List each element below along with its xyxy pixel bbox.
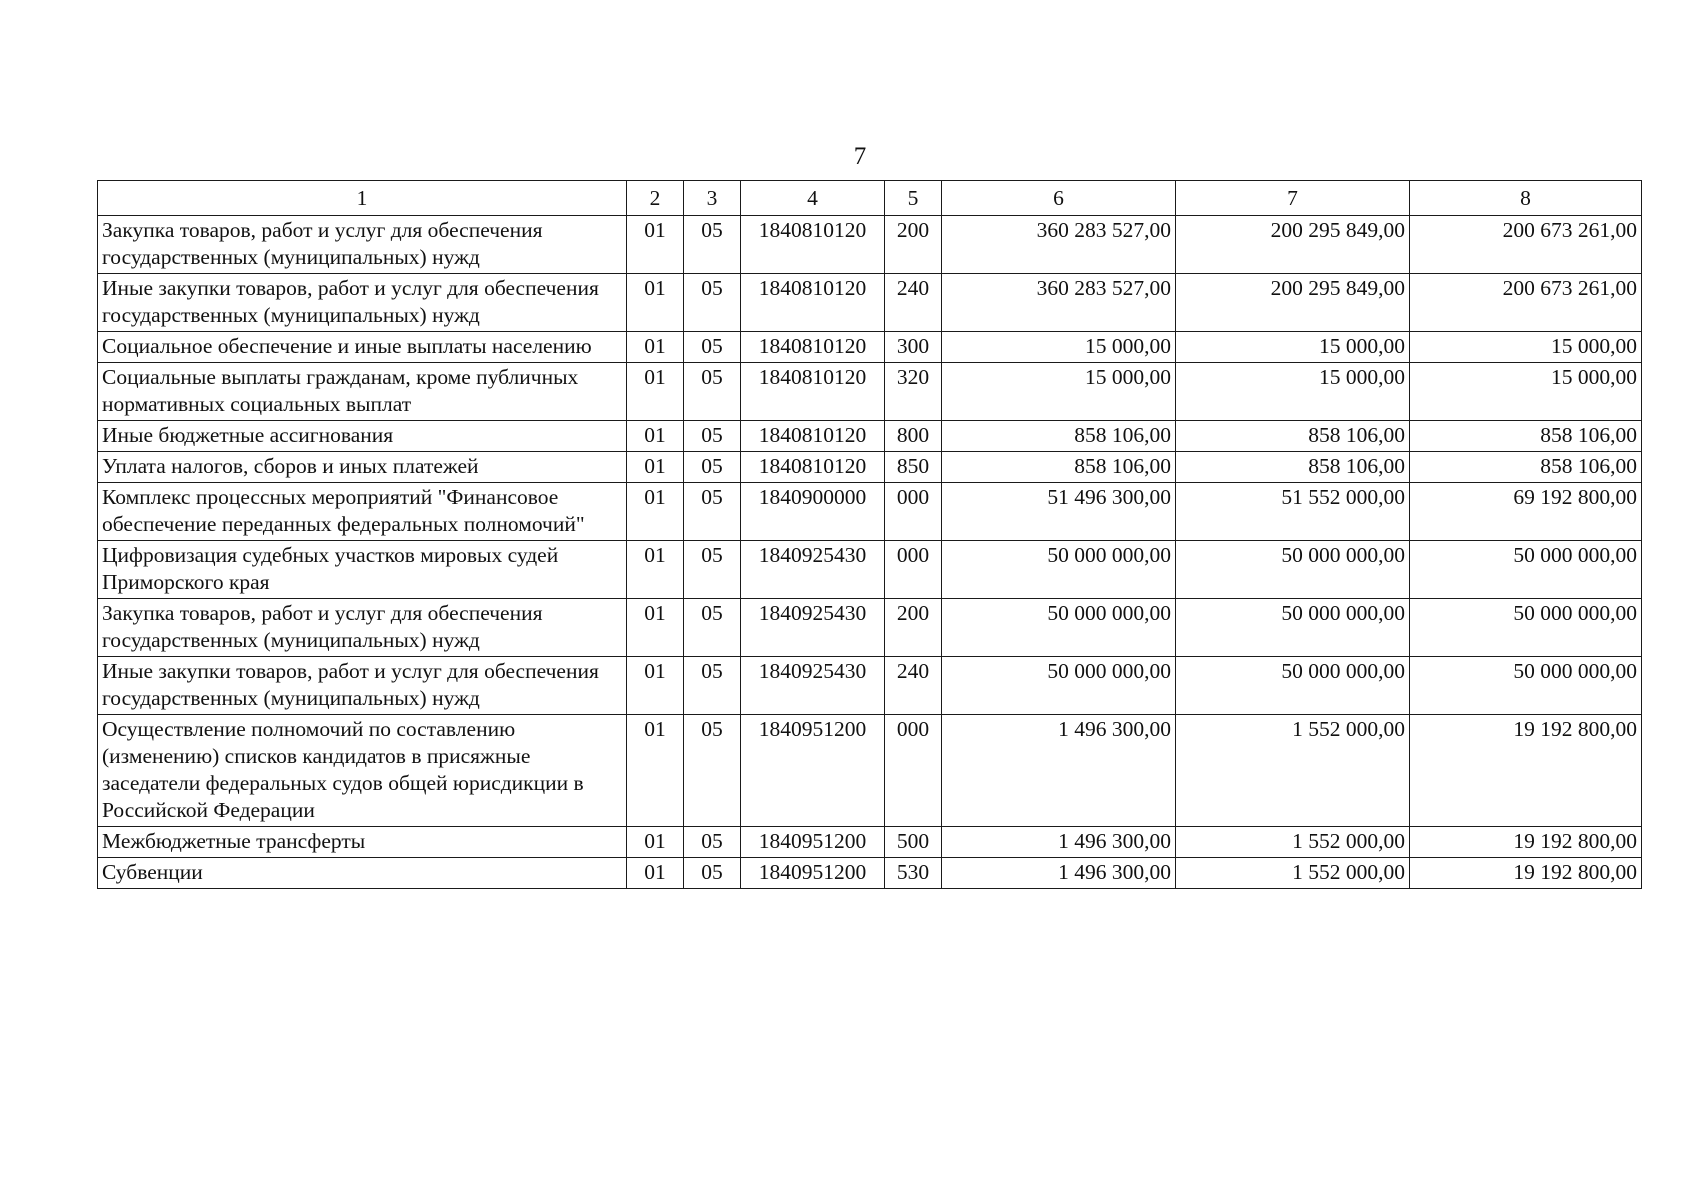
target-article-cell: 1840810120 [741, 274, 885, 332]
target-article-cell: 1840810120 [741, 421, 885, 452]
target-article-cell: 1840900000 [741, 483, 885, 541]
amount-year-3-cell: 19 192 800,00 [1410, 827, 1642, 858]
expense-type-cell: 800 [885, 421, 942, 452]
expense-type-cell: 320 [885, 363, 942, 421]
amount-year-3-cell: 50 000 000,00 [1410, 657, 1642, 715]
subsection-code-cell: 05 [684, 452, 741, 483]
column-header: 5 [885, 181, 942, 216]
target-article-cell: 1840810120 [741, 452, 885, 483]
amount-year-1-cell: 15 000,00 [942, 332, 1176, 363]
amount-year-1-cell: 1 496 300,00 [942, 858, 1176, 889]
amount-year-1-cell: 858 106,00 [942, 421, 1176, 452]
subsection-code-cell: 05 [684, 216, 741, 274]
section-code-cell: 01 [627, 452, 684, 483]
row-name-cell: Закупка товаров, работ и услуг для обеспечения государственных (муниципальных) нужд [98, 216, 627, 274]
subsection-code-cell: 05 [684, 599, 741, 657]
subsection-code-cell: 05 [684, 858, 741, 889]
target-article-cell: 1840951200 [741, 715, 885, 827]
expense-type-cell: 200 [885, 599, 942, 657]
row-name-cell: Осуществление полномочий по составлению (изменению) списков кандидатов в присяжные заседатели федеральных судов общей юрисдикции в Российской Федерации [98, 715, 627, 827]
subsection-code-cell: 05 [684, 827, 741, 858]
section-code-cell: 01 [627, 274, 684, 332]
target-article-cell: 1840810120 [741, 332, 885, 363]
target-article-cell: 1840810120 [741, 216, 885, 274]
table-row [98, 715, 1642, 827]
expense-type-cell: 000 [885, 715, 942, 827]
amount-year-2-cell: 50 000 000,00 [1176, 541, 1410, 599]
amount-year-1-cell: 50 000 000,00 [942, 599, 1176, 657]
expense-type-cell: 850 [885, 452, 942, 483]
subsection-code-cell: 05 [684, 483, 741, 541]
amount-year-3-cell: 69 192 800,00 [1410, 483, 1642, 541]
table-row [98, 363, 1642, 421]
row-name-cell: Субвенции [98, 858, 627, 889]
amount-year-1-cell: 51 496 300,00 [942, 483, 1176, 541]
amount-year-2-cell: 50 000 000,00 [1176, 657, 1410, 715]
section-code-cell: 01 [627, 483, 684, 541]
target-article-cell: 1840925430 [741, 599, 885, 657]
target-article-cell: 1840951200 [741, 858, 885, 889]
amount-year-3-cell: 858 106,00 [1410, 421, 1642, 452]
target-article-cell: 1840951200 [741, 827, 885, 858]
section-code-cell: 01 [627, 216, 684, 274]
column-header: 6 [942, 181, 1176, 216]
subsection-code-cell: 05 [684, 715, 741, 827]
amount-year-2-cell: 51 552 000,00 [1176, 483, 1410, 541]
table-row [98, 216, 1642, 274]
table-row [98, 858, 1642, 889]
amount-year-1-cell: 858 106,00 [942, 452, 1176, 483]
amount-year-2-cell: 15 000,00 [1176, 332, 1410, 363]
amount-year-3-cell: 50 000 000,00 [1410, 541, 1642, 599]
table-row [98, 274, 1642, 332]
expense-type-cell: 000 [885, 541, 942, 599]
column-header: 1 [98, 181, 627, 216]
amount-year-1-cell: 360 283 527,00 [942, 216, 1176, 274]
column-header: 7 [1176, 181, 1410, 216]
expense-type-cell: 000 [885, 483, 942, 541]
table-row [98, 599, 1642, 657]
page-number: 7 [853, 143, 867, 170]
amount-year-3-cell: 19 192 800,00 [1410, 715, 1642, 827]
column-header: 3 [684, 181, 741, 216]
amount-year-2-cell: 50 000 000,00 [1176, 599, 1410, 657]
amount-year-2-cell: 1 552 000,00 [1176, 858, 1410, 889]
amount-year-2-cell: 15 000,00 [1176, 363, 1410, 421]
section-code-cell: 01 [627, 827, 684, 858]
subsection-code-cell: 05 [684, 332, 741, 363]
table-row [98, 657, 1642, 715]
amount-year-1-cell: 50 000 000,00 [942, 541, 1176, 599]
expense-type-cell: 530 [885, 858, 942, 889]
amount-year-2-cell: 858 106,00 [1176, 452, 1410, 483]
amount-year-2-cell: 1 552 000,00 [1176, 715, 1410, 827]
amount-year-3-cell: 200 673 261,00 [1410, 216, 1642, 274]
section-code-cell: 01 [627, 421, 684, 452]
table-header-row [98, 181, 1642, 216]
expense-type-cell: 300 [885, 332, 942, 363]
amount-year-1-cell: 1 496 300,00 [942, 715, 1176, 827]
target-article-cell: 1840925430 [741, 541, 885, 599]
table-row [98, 827, 1642, 858]
amount-year-3-cell: 15 000,00 [1410, 332, 1642, 363]
column-header: 4 [741, 181, 885, 216]
subsection-code-cell: 05 [684, 541, 741, 599]
expense-type-cell: 240 [885, 657, 942, 715]
amount-year-2-cell: 200 295 849,00 [1176, 216, 1410, 274]
amount-year-1-cell: 360 283 527,00 [942, 274, 1176, 332]
amount-year-2-cell: 200 295 849,00 [1176, 274, 1410, 332]
subsection-code-cell: 05 [684, 274, 741, 332]
section-code-cell: 01 [627, 541, 684, 599]
table-row [98, 332, 1642, 363]
table-row [98, 541, 1642, 599]
row-name-cell: Комплекс процессных мероприятий "Финансовое обеспечение переданных федеральных полномочий" [98, 483, 627, 541]
row-name-cell: Цифровизация судебных участков мировых судей Приморского края [98, 541, 627, 599]
target-article-cell: 1840810120 [741, 363, 885, 421]
column-header: 2 [627, 181, 684, 216]
amount-year-3-cell: 858 106,00 [1410, 452, 1642, 483]
expense-type-cell: 200 [885, 216, 942, 274]
section-code-cell: 01 [627, 657, 684, 715]
column-header: 8 [1410, 181, 1642, 216]
amount-year-2-cell: 1 552 000,00 [1176, 827, 1410, 858]
row-name-cell: Социальное обеспечение и иные выплаты населению [98, 332, 627, 363]
table-row [98, 421, 1642, 452]
subsection-code-cell: 05 [684, 363, 741, 421]
amount-year-3-cell: 15 000,00 [1410, 363, 1642, 421]
amount-year-1-cell: 50 000 000,00 [942, 657, 1176, 715]
section-code-cell: 01 [627, 332, 684, 363]
amount-year-1-cell: 1 496 300,00 [942, 827, 1176, 858]
target-article-cell: 1840925430 [741, 657, 885, 715]
section-code-cell: 01 [627, 363, 684, 421]
amount-year-3-cell: 50 000 000,00 [1410, 599, 1642, 657]
row-name-cell: Иные бюджетные ассигнования [98, 421, 627, 452]
amount-year-3-cell: 19 192 800,00 [1410, 858, 1642, 889]
section-code-cell: 01 [627, 599, 684, 657]
amount-year-2-cell: 858 106,00 [1176, 421, 1410, 452]
amount-year-3-cell: 200 673 261,00 [1410, 274, 1642, 332]
row-name-cell: Иные закупки товаров, работ и услуг для обеспечения государственных (муниципальных) нужд [98, 274, 627, 332]
subsection-code-cell: 05 [684, 421, 741, 452]
subsection-code-cell: 05 [684, 657, 741, 715]
budget-table [97, 180, 1642, 889]
table-row [98, 483, 1642, 541]
table-body [98, 216, 1642, 889]
row-name-cell: Иные закупки товаров, работ и услуг для обеспечения государственных (муниципальных) нужд [98, 657, 627, 715]
expense-type-cell: 500 [885, 827, 942, 858]
section-code-cell: 01 [627, 715, 684, 827]
row-name-cell: Уплата налогов, сборов и иных платежей [98, 452, 627, 483]
row-name-cell: Закупка товаров, работ и услуг для обеспечения государственных (муниципальных) нужд [98, 599, 627, 657]
expense-type-cell: 240 [885, 274, 942, 332]
row-name-cell: Социальные выплаты гражданам, кроме публичных нормативных социальных выплат [98, 363, 627, 421]
amount-year-1-cell: 15 000,00 [942, 363, 1176, 421]
row-name-cell: Межбюджетные трансферты [98, 827, 627, 858]
table-row [98, 452, 1642, 483]
section-code-cell: 01 [627, 858, 684, 889]
